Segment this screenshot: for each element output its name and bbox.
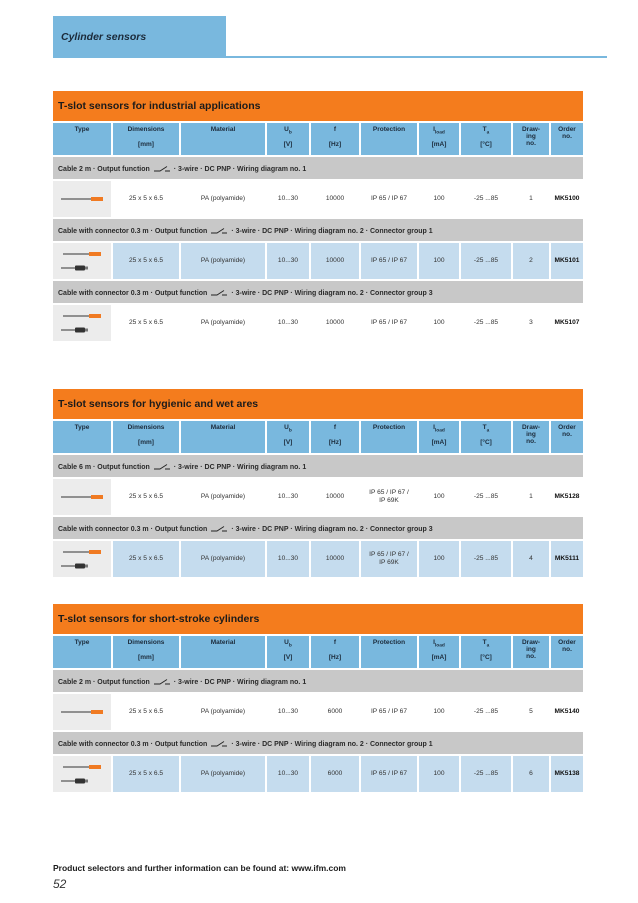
cell-draw: 6 xyxy=(511,756,549,792)
cell-draw: 3 xyxy=(511,305,549,341)
cell-material: PA (polyamide) xyxy=(179,181,265,217)
switch-symbol-icon xyxy=(210,740,228,748)
column-header: $T_a$ [°C] xyxy=(459,636,511,668)
page-number: 52 xyxy=(53,877,67,891)
product-row xyxy=(53,179,583,217)
group-header-prefix: Cable with connector 0.3 m · Output function xyxy=(58,740,208,748)
cell-draw: 4 xyxy=(511,541,549,577)
column-header: Type xyxy=(74,424,90,431)
group-header-suffix: · 3-wire · DC PNP · Wiring diagram no. 1 xyxy=(173,165,307,173)
header-rule xyxy=(226,56,607,58)
group-header xyxy=(53,453,583,477)
sensor-image-icon xyxy=(57,308,107,338)
group-header-suffix: · 3-wire · DC PNP · Wiring diagram no. 1 xyxy=(173,463,307,471)
column-header: Order no. xyxy=(549,421,583,453)
cell-ta: -25 ...85 xyxy=(459,479,511,515)
sensor-image xyxy=(53,305,111,341)
column-header: Draw- ing no. xyxy=(511,123,549,155)
cell-iload: 100 xyxy=(417,694,459,730)
column-header: $U_b$ [V] xyxy=(265,123,309,155)
product-row xyxy=(53,477,583,515)
sensor-image xyxy=(53,181,111,217)
cell-ta: -25 ...85 xyxy=(459,181,511,217)
column-header: Dimensions [mm] xyxy=(111,123,179,155)
product-section xyxy=(53,91,583,341)
cell-dims: 25 x 5 x 6.5 xyxy=(111,541,179,577)
group-header xyxy=(53,730,583,754)
product-row xyxy=(53,754,583,792)
column-header: f [Hz] xyxy=(309,636,359,668)
cell-order: MK5111 xyxy=(549,541,583,577)
cell-order: MK5128 xyxy=(549,479,583,515)
cell-ub: 10...30 xyxy=(265,541,309,577)
sensor-image xyxy=(53,243,111,279)
section-title: T-slot sensors for industrial applications xyxy=(53,91,583,121)
cell-draw: 1 xyxy=(511,181,549,217)
cell-draw: 5 xyxy=(511,694,549,730)
group-header-suffix: · 3-wire · DC PNP · Wiring diagram no. 2 · Connector group 1 xyxy=(231,227,433,235)
sensor-image xyxy=(53,479,111,515)
sensor-image xyxy=(53,541,111,577)
column-header: $I_{load}$ [mA] xyxy=(417,123,459,155)
cell-material: PA (polyamide) xyxy=(179,305,265,341)
cell-iload: 100 xyxy=(417,541,459,577)
cell-draw: 1 xyxy=(511,479,549,515)
cell-f: 10000 xyxy=(309,479,359,515)
section-tab-label: Cylinder sensors xyxy=(61,31,147,43)
cell-protection: IP 65 / IP 67 / IP 69K xyxy=(359,479,417,515)
cell-protection: IP 65 / IP 67 xyxy=(359,181,417,217)
cell-f: 10000 xyxy=(309,181,359,217)
cell-material: PA (polyamide) xyxy=(179,756,265,792)
cell-protection: IP 65 / IP 67 xyxy=(359,694,417,730)
cell-f: 6000 xyxy=(309,756,359,792)
sensor-image-icon xyxy=(57,697,107,727)
product-row xyxy=(53,692,583,730)
group-header xyxy=(53,155,583,179)
column-header: $T_a$ [°C] xyxy=(459,123,511,155)
column-header-row xyxy=(53,634,583,668)
group-header xyxy=(53,279,583,303)
cell-iload: 100 xyxy=(417,756,459,792)
column-header: Protection xyxy=(359,123,417,155)
column-header: f [Hz] xyxy=(309,123,359,155)
column-header-row xyxy=(53,121,583,155)
column-header: f [Hz] xyxy=(309,421,359,453)
switch-symbol-icon xyxy=(153,165,171,173)
group-header-suffix: · 3-wire · DC PNP · Wiring diagram no. 2 · Connector group 3 xyxy=(231,525,433,533)
column-header: $U_b$ [V] xyxy=(265,421,309,453)
column-header: Material xyxy=(179,421,265,453)
cell-iload: 100 xyxy=(417,243,459,279)
group-header-suffix: · 3-wire · DC PNP · Wiring diagram no. 2 · Connector group 3 xyxy=(231,289,433,297)
section-title: T-slot sensors for hygienic and wet ares xyxy=(53,389,583,419)
cell-ta: -25 ...85 xyxy=(459,541,511,577)
group-header xyxy=(53,515,583,539)
cell-ta: -25 ...85 xyxy=(459,694,511,730)
group-header-prefix: Cable 6 m · Output function xyxy=(58,463,150,471)
cell-protection: IP 65 / IP 67 xyxy=(359,756,417,792)
column-header: $U_b$ [V] xyxy=(265,636,309,668)
sensor-image-icon xyxy=(57,544,107,574)
cell-dims: 25 x 5 x 6.5 xyxy=(111,479,179,515)
switch-symbol-icon xyxy=(210,227,228,235)
column-header: Protection xyxy=(359,636,417,668)
column-header: Material xyxy=(179,123,265,155)
group-header xyxy=(53,668,583,692)
cell-protection: IP 65 / IP 67 xyxy=(359,243,417,279)
group-header-prefix: Cable 2 m · Output function xyxy=(58,678,150,686)
cell-order: MK5107 xyxy=(549,305,583,341)
switch-symbol-icon xyxy=(153,463,171,471)
cell-order: MK5140 xyxy=(549,694,583,730)
column-header: Dimensions [mm] xyxy=(111,421,179,453)
sensor-image-icon xyxy=(57,246,107,276)
product-row xyxy=(53,303,583,341)
cell-ub: 10...30 xyxy=(265,756,309,792)
group-header xyxy=(53,217,583,241)
cell-ub: 10...30 xyxy=(265,243,309,279)
cell-iload: 100 xyxy=(417,181,459,217)
cell-ub: 10...30 xyxy=(265,305,309,341)
cell-order: MK5101 xyxy=(549,243,583,279)
switch-symbol-icon xyxy=(210,289,228,297)
cell-material: PA (polyamide) xyxy=(179,243,265,279)
switch-symbol-icon xyxy=(210,525,228,533)
cell-f: 10000 xyxy=(309,541,359,577)
cell-f: 6000 xyxy=(309,694,359,730)
column-header: Protection xyxy=(359,421,417,453)
cell-dims: 25 x 5 x 6.5 xyxy=(111,305,179,341)
footer-note: Product selectors and further information can be found at: www.ifm.com xyxy=(53,863,346,873)
column-header: Order no. xyxy=(549,636,583,668)
cell-order: MK5138 xyxy=(549,756,583,792)
switch-symbol-icon xyxy=(153,678,171,686)
cell-iload: 100 xyxy=(417,305,459,341)
cell-ub: 10...30 xyxy=(265,694,309,730)
cell-material: PA (polyamide) xyxy=(179,694,265,730)
cell-dims: 25 x 5 x 6.5 xyxy=(111,756,179,792)
product-row xyxy=(53,539,583,577)
cell-ta: -25 ...85 xyxy=(459,305,511,341)
group-header-prefix: Cable with connector 0.3 m · Output function xyxy=(58,227,208,235)
cell-order: MK5100 xyxy=(549,181,583,217)
cell-ub: 10...30 xyxy=(265,181,309,217)
column-header: Type xyxy=(74,126,90,133)
column-header: Order no. xyxy=(549,123,583,155)
column-header: $T_a$ [°C] xyxy=(459,421,511,453)
product-row xyxy=(53,241,583,279)
cell-material: PA (polyamide) xyxy=(179,479,265,515)
sensor-image-icon xyxy=(57,184,107,214)
sensor-image-icon xyxy=(57,759,107,789)
product-section xyxy=(53,604,583,792)
section-tab xyxy=(53,16,226,58)
group-header-prefix: Cable 2 m · Output function xyxy=(58,165,150,173)
cell-ta: -25 ...85 xyxy=(459,243,511,279)
column-header: Dimensions [mm] xyxy=(111,636,179,668)
cell-draw: 2 xyxy=(511,243,549,279)
column-header: Type xyxy=(74,639,90,646)
cell-ub: 10...30 xyxy=(265,479,309,515)
cell-protection: IP 65 / IP 67 / IP 69K xyxy=(359,541,417,577)
section-title: T-slot sensors for short-stroke cylinders xyxy=(53,604,583,634)
cell-iload: 100 xyxy=(417,479,459,515)
column-header: Draw- ing no. xyxy=(511,636,549,668)
column-header-row xyxy=(53,419,583,453)
cell-material: PA (polyamide) xyxy=(179,541,265,577)
column-header: Draw- ing no. xyxy=(511,421,549,453)
cell-dims: 25 x 5 x 6.5 xyxy=(111,181,179,217)
group-header-suffix: · 3-wire · DC PNP · Wiring diagram no. 1 xyxy=(173,678,307,686)
sensor-image xyxy=(53,756,111,792)
cell-dims: 25 x 5 x 6.5 xyxy=(111,243,179,279)
cell-ta: -25 ...85 xyxy=(459,756,511,792)
sensor-image xyxy=(53,694,111,730)
column-header: Material xyxy=(179,636,265,668)
group-header-prefix: Cable with connector 0.3 m · Output function xyxy=(58,289,208,297)
cell-dims: 25 x 5 x 6.5 xyxy=(111,694,179,730)
cell-protection: IP 65 / IP 67 xyxy=(359,305,417,341)
group-header-suffix: · 3-wire · DC PNP · Wiring diagram no. 2 · Connector group 1 xyxy=(231,740,433,748)
sensor-image-icon xyxy=(57,482,107,512)
cell-f: 10000 xyxy=(309,243,359,279)
column-header: $I_{load}$ [mA] xyxy=(417,636,459,668)
group-header-prefix: Cable with connector 0.3 m · Output function xyxy=(58,525,208,533)
product-section xyxy=(53,389,583,577)
column-header: $I_{load}$ [mA] xyxy=(417,421,459,453)
cell-f: 10000 xyxy=(309,305,359,341)
